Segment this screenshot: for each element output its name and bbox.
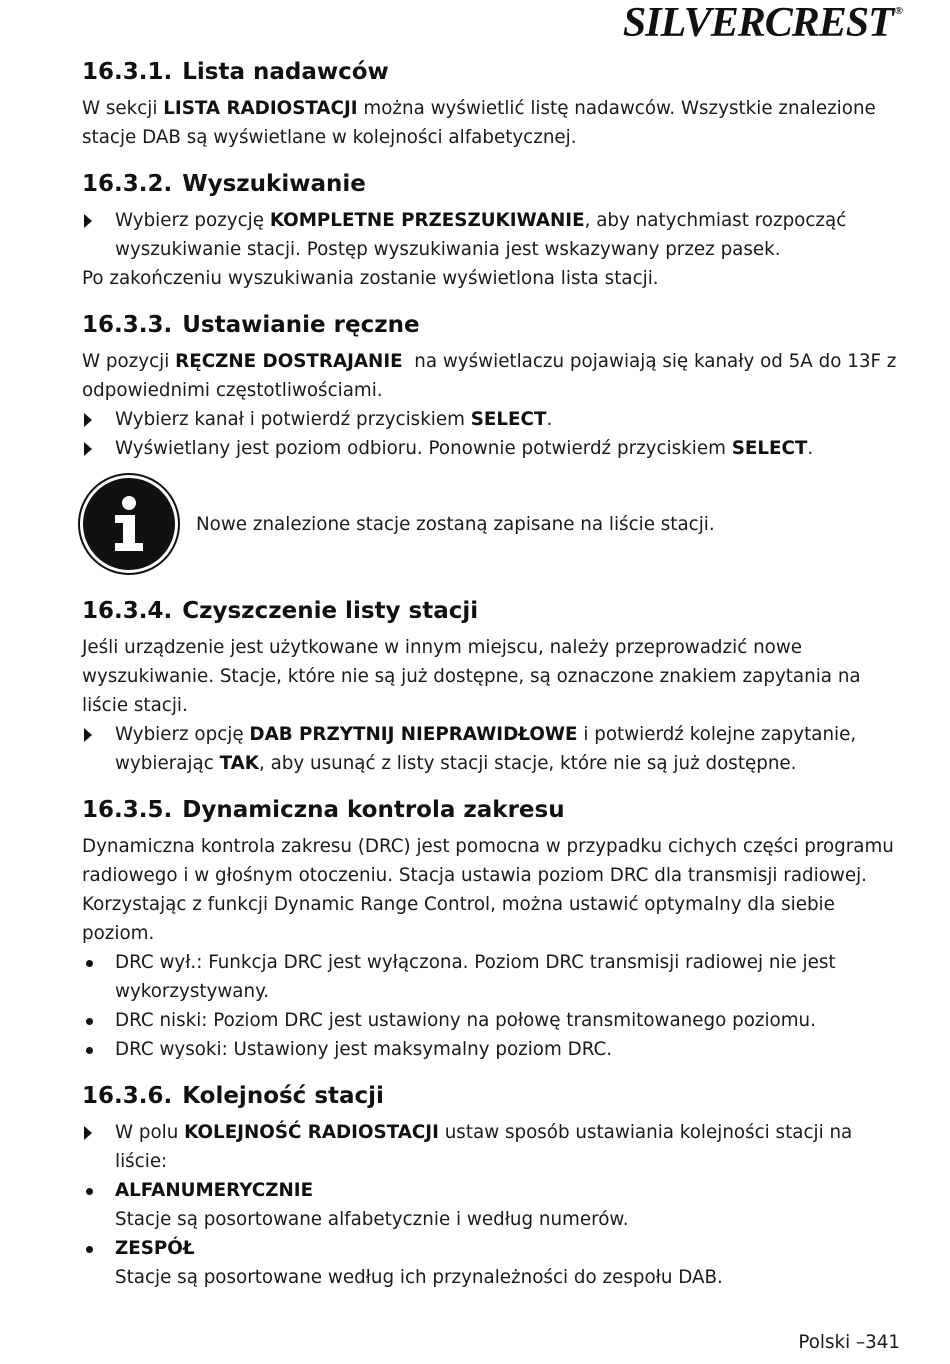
bold-term: DAB PRZYTNIJ NIEPRAWIDŁOWE bbox=[249, 724, 578, 745]
text: , aby natychmiast rozpocząć wyszukiwanie stacji. Postęp wyszukiwania jest wskazywany przez pasek. bbox=[115, 210, 847, 260]
bold-term: RĘCZNE DOSTRAJANIE bbox=[175, 351, 403, 372]
section-heading bbox=[82, 794, 902, 826]
bold-term: SELECT bbox=[470, 409, 547, 430]
arrow-bullet-icon bbox=[84, 728, 92, 742]
arrow-bullet-icon bbox=[84, 214, 92, 228]
dot-bullet-icon bbox=[86, 1047, 93, 1054]
section-title: Dynamiczna kontrola zakresu bbox=[182, 797, 565, 823]
text: można wyświetlić listę nadawców. Wszystkie znalezione stacje DAB są wyświetlane w kolejności alfabetycznej. bbox=[82, 98, 876, 148]
instruction-item bbox=[82, 1118, 902, 1176]
text: Wybierz pozycję bbox=[115, 210, 270, 231]
option-title: ALFANUMERYCZNIE bbox=[115, 1180, 314, 1201]
text: W polu bbox=[115, 1122, 185, 1143]
option-description: Stacje są posortowane według ich przynależności do zespołu DAB. bbox=[115, 1267, 723, 1288]
option-description: Stacje są posortowane alfabetycznie i według numerów. bbox=[115, 1209, 629, 1230]
instruction-item bbox=[82, 206, 902, 264]
bold-term: KOMPLETNE PRZESZUKIWANIE bbox=[269, 210, 585, 231]
text: ustaw sposób ustawiania kolejności stacji na liście: bbox=[115, 1122, 853, 1172]
instruction-item bbox=[82, 720, 902, 778]
list-item-text: DRC wył.: Funkcja DRC jest wyłączona. Poziom DRC transmisji radiowej nie jest wykorzystywany. bbox=[115, 952, 836, 1002]
list-item bbox=[82, 1234, 902, 1292]
arrow-bullet-icon bbox=[84, 1126, 92, 1140]
info-note bbox=[80, 475, 902, 573]
option-title: ZESPÓŁ bbox=[115, 1238, 195, 1259]
section-title: Kolejność stacji bbox=[182, 1083, 384, 1109]
instruction-item bbox=[82, 405, 902, 434]
text: , aby usunąć z listy stacji stacje, które nie są już dostępne. bbox=[258, 753, 797, 774]
arrow-bullet-icon bbox=[84, 442, 92, 456]
section-number: 16.3.2. bbox=[82, 171, 173, 197]
list-item bbox=[82, 948, 902, 1006]
section-heading bbox=[82, 56, 902, 88]
paragraph: Jeśli urządzenie jest użytkowane w innym miejscu, należy przeprowadzić nowe wyszukiwanie. Stacje, które nie są już dostępne, są oznaczone znakiem zapytania na liście stacji. bbox=[82, 637, 861, 716]
document-body bbox=[82, 56, 902, 1308]
section-heading bbox=[82, 595, 902, 627]
section-heading bbox=[82, 309, 902, 341]
paragraph bbox=[82, 347, 902, 405]
section-title: Czyszczenie listy stacji bbox=[182, 598, 479, 624]
section-number: 16.3.6. bbox=[82, 1083, 173, 1109]
text: Wybierz opcję bbox=[115, 724, 250, 745]
bold-term: LISTA RADIOSTACJI bbox=[163, 98, 358, 119]
list-item bbox=[82, 1006, 902, 1035]
dot-bullet-icon bbox=[86, 960, 93, 967]
bold-term: KOLEJNOŚĆ RADIOSTACJI bbox=[184, 1122, 439, 1143]
bold-term: SELECT bbox=[731, 438, 808, 459]
text: W pozycji bbox=[82, 351, 176, 372]
paragraph: Po zakończeniu wyszukiwania zostanie wyświetlona lista stacji. bbox=[82, 268, 659, 289]
text: . bbox=[807, 438, 814, 459]
text: na wyświetlaczu pojawiają się kanały od 5A do 13F z odpowiednimi częstotliwościami. bbox=[82, 351, 903, 401]
page-footer: Polski –341 bbox=[798, 1332, 900, 1353]
instruction-item bbox=[82, 434, 902, 463]
section-title: Ustawianie ręczne bbox=[182, 312, 420, 338]
text: W sekcji bbox=[82, 98, 164, 119]
section-czyszczenie-listy bbox=[82, 595, 902, 778]
section-heading bbox=[82, 1080, 902, 1112]
text: Wybierz kanał i potwierdź przyciskiem bbox=[115, 409, 471, 430]
section-kolejnosc-stacji bbox=[82, 1080, 902, 1292]
info-icon bbox=[80, 475, 178, 573]
section-dynamiczna-kontrola bbox=[82, 794, 902, 1064]
paragraph bbox=[82, 94, 902, 152]
section-title: Lista nadawców bbox=[182, 59, 389, 85]
text: Wyświetlany jest poziom odbioru. Ponownie potwierdź przyciskiem bbox=[115, 438, 732, 459]
section-ustawianie-reczne bbox=[82, 309, 902, 573]
list-item-text: DRC niski: Poziom DRC jest ustawiony na połowę transmitowanego poziomu. bbox=[115, 1010, 816, 1031]
section-title: Wyszukiwanie bbox=[182, 171, 366, 197]
text: i potwierdź kolejne zapytanie, wybierając bbox=[115, 724, 857, 774]
bold-term: TAK bbox=[219, 753, 259, 774]
section-number: 16.3.4. bbox=[82, 598, 173, 624]
paragraph: Dynamiczna kontrola zakresu (DRC) jest pomocna w przypadku cichych części programu radiowego i w głośnym otoczeniu. Stacja ustawia poziom DRC dla transmisji radiowej. Korzystając z funkcji Dynamic Range Control, można ustawić optymalny dla siebie poziom. bbox=[82, 836, 894, 944]
list-item-text: DRC wysoki: Ustawiony jest maksymalny poziom DRC. bbox=[115, 1039, 613, 1060]
list-item bbox=[82, 1035, 902, 1064]
logo-text: SILVERCREST bbox=[622, 0, 893, 46]
silvercrest-logo bbox=[623, 2, 902, 44]
registered-mark: ® bbox=[894, 5, 902, 17]
text: . bbox=[546, 409, 553, 430]
list-item bbox=[82, 1176, 902, 1234]
dot-bullet-icon bbox=[86, 1188, 93, 1195]
section-lista-nadawcow bbox=[82, 56, 902, 152]
section-number: 16.3.1. bbox=[82, 59, 173, 85]
arrow-bullet-icon bbox=[84, 413, 92, 427]
section-number: 16.3.5. bbox=[82, 797, 173, 823]
section-number: 16.3.3. bbox=[82, 312, 173, 338]
dot-bullet-icon bbox=[86, 1246, 93, 1253]
section-heading bbox=[82, 168, 902, 200]
section-wyszukiwanie bbox=[82, 168, 902, 293]
info-note-text: Nowe znalezione stacje zostaną zapisane na liście stacji. bbox=[196, 513, 715, 535]
dot-bullet-icon bbox=[86, 1018, 93, 1025]
